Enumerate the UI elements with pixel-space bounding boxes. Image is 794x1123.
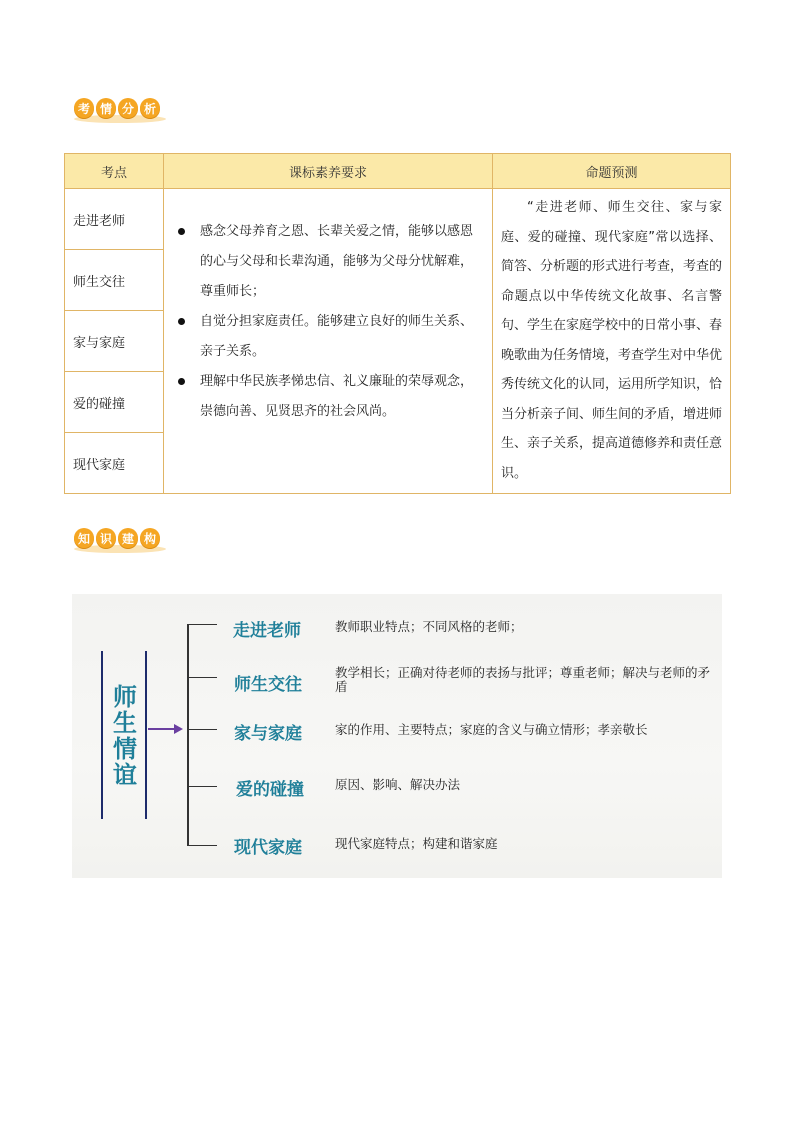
- badge-char: 情: [96, 98, 116, 118]
- badge-char: 识: [96, 528, 116, 548]
- topic-cell: 家与家庭: [65, 311, 164, 372]
- topic-cell: 师生交往: [65, 250, 164, 311]
- branch-connector: [187, 624, 217, 625]
- requirement-item: [172, 367, 484, 427]
- badge-char: 建: [118, 528, 138, 548]
- topic-cell: 现代家庭: [65, 433, 164, 494]
- requirement-item: [172, 217, 484, 307]
- requirement-text: 感念父母养育之恩、长辈关爱之情，能够以感恩的心与父母和长辈沟通，能够为父母分忧解难，尊重师长；: [200, 224, 474, 299]
- branch-connector: [187, 729, 217, 730]
- badge-char: 分: [118, 98, 138, 118]
- root-left-bar: [101, 651, 103, 819]
- requirement-text: 理解中华民族孝悌忠信、礼义廉耻的荣辱观念，崇德向善、见贤思齐的社会风尚。: [200, 374, 474, 419]
- branch-label: 现代家庭: [234, 838, 302, 858]
- requirements-cell: [164, 189, 493, 494]
- branch-label: 师生交往: [234, 675, 302, 695]
- header-prediction: 命题预测: [493, 154, 731, 189]
- branch-desc: 家的作用、主要特点；家庭的含义与确立情形；孝亲敬长: [335, 722, 648, 737]
- branch-connector: [187, 677, 217, 678]
- mindmap-root: 师生情谊: [113, 683, 137, 789]
- prediction-cell: [493, 189, 731, 494]
- prediction-text: “走进老师、师生交往、家与家庭、爱的碰撞、现代家庭”常以选择、简答、分析题的形式进行考查，考查的命题点以中华传统文化故事、名言警句、学生在家庭学校中的日常小事、春晚歌曲为任务情境，考查学生对中华优秀传统文化的认同，运用所学知识，恰当分析亲子间、师生间的矛盾，增进师生、亲子关系，提高道德修养和责任意识。: [501, 200, 723, 481]
- branch-desc: 教师职业特点；不同风格的老师；: [335, 619, 523, 634]
- table-header-row: [65, 154, 731, 189]
- topic-cell: 爱的碰撞: [65, 372, 164, 433]
- section-badge-analysis: [74, 95, 160, 121]
- branch-connector: [187, 845, 217, 846]
- branch-desc: 教学相长；正确对待老师的表扬与批评；尊重老师；解决与老师的矛盾: [335, 665, 711, 694]
- branch-connector: [187, 786, 217, 787]
- exam-analysis-table: [64, 153, 731, 494]
- topic-cell: 走进老师: [65, 189, 164, 250]
- bullet-icon: [178, 318, 185, 325]
- badge-char: 考: [74, 98, 94, 118]
- table-row: [65, 189, 731, 250]
- requirement-item: [172, 307, 484, 367]
- branch-label: 走进老师: [233, 621, 301, 641]
- branch-desc: 现代家庭特点；构建和谐家庭: [335, 836, 498, 851]
- header-requirements: 课标素养要求: [164, 154, 493, 189]
- bullet-icon: [178, 228, 185, 235]
- badge-char: 知: [74, 528, 94, 548]
- branch-desc: 原因、影响、解决办法: [335, 777, 461, 792]
- root-right-bar: [145, 651, 147, 819]
- requirement-text: 自觉分担家庭责任。能够建立良好的师生关系、亲子关系。: [200, 314, 474, 359]
- badge-char: 析: [140, 98, 160, 118]
- header-topic: 考点: [65, 154, 164, 189]
- arrow-head-icon: [174, 724, 183, 734]
- bullet-icon: [178, 378, 185, 385]
- section-badge-knowledge: [74, 525, 160, 551]
- mindmap-trunk: [187, 624, 189, 845]
- branch-label: 爱的碰撞: [236, 780, 304, 800]
- badge-char: 构: [140, 528, 160, 548]
- branch-label: 家与家庭: [234, 724, 302, 744]
